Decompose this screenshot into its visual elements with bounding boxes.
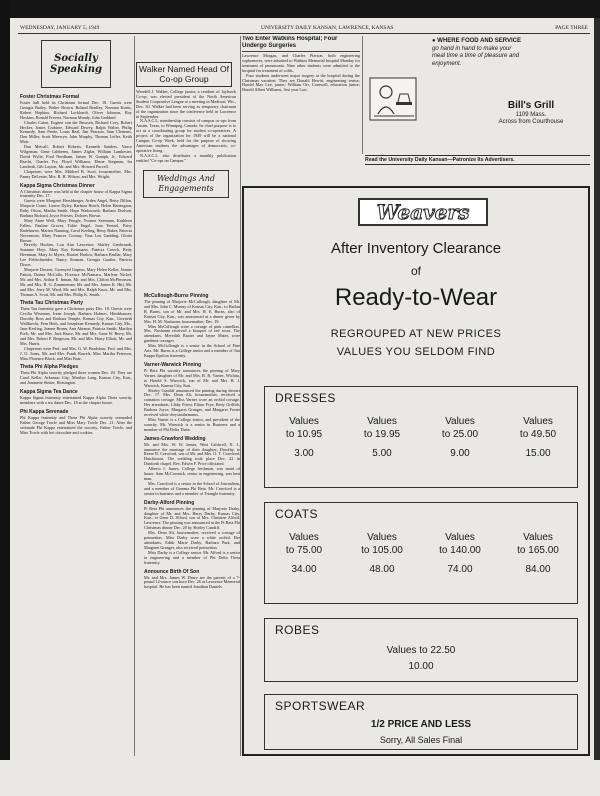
article-paragraph: Miss Varner is a College senior, and president of the sorority. Mr. Warwick is a senior in Business and a member of Phi Delta Theta.	[144, 416, 240, 432]
ad-headline: After Inventory Clearance	[330, 240, 502, 257]
regular-price: to 25.00	[441, 429, 479, 440]
social-heading-line1: Socially	[54, 53, 98, 64]
dresses-section	[264, 386, 578, 488]
walker-headline: Walker Named Head Of Co-op Group	[136, 62, 232, 87]
article-paragraph: Foster hall held its Christmas formal Dec. 18. Guests were Georgia Bailey, Walter Brown, Roland Bradley, Norman Kurtis, Robert Hopkins, Richard Lockhardt, Oliver Johnson, Roy Hoskins, Ronald Frevert, Norman Mundy, John Goddard.	[20, 100, 132, 120]
page-header	[20, 23, 588, 32]
robes-values: Values to 22.50	[386, 645, 456, 656]
social-articles	[20, 94, 132, 436]
article-paragraph: Shirley Cundiff announced the pinning during dessert Dec. 17. Mrs. Dean Alt, housemother, received a carnation corsage. Miss Varner wore an orchid corsage. Her attendants, Libby Friest, Elinor Frye, Betty Griffith, Barbara Joyce, Margaret Granger, and Margaret Foster received white chrysanthemums.	[144, 387, 240, 418]
article-heading: Theta Phi Alpha Pledges	[20, 364, 79, 371]
ad-values-line: VALUES YOU SELDOM FIND	[336, 346, 496, 358]
article-heading: Theta Tau Christmas Party	[20, 300, 83, 307]
weddings-heading	[143, 170, 229, 198]
ad-ready-to-wear: Ready-to-Wear	[334, 284, 498, 311]
price-group	[347, 531, 417, 576]
social-heading	[41, 40, 111, 88]
article-paragraph: Theta Tau fraternity gave a Christmas party Dec. 18. Guests were Cecilia Wisemen, Irene Joseph, Barbara Holmes, Hindshauser, Dorothy Ross and Barbara Temple, Kansas City, Kan., Gweneth Wallbrecht, Fern Hoth, and Josephine Kennedy, Kansas City, Mo., Jane Keeling, Jeanne Brunn, Ann Abrams, Patricia Smith, Marilyn Poch, Mr. and Mrs. Jack Bruce, Mr. and Mrs. Gene W. Berry, Mr. and Mrs. Robert P. Bergeson, Mr. and Mrs. Harry Elliott, Mr. and Mrs. Harris.	[20, 306, 132, 346]
ad-slogan	[432, 38, 597, 68]
price-group	[503, 415, 573, 460]
article-paragraph: Wendell J. Walker, College junior, a resident of Jayhawk Co-op, was elected president of the North American Student Cooperative League at a meeting in Madison, Wis., Dec. 30. Walker had been serving as temporary chairman of the organization since the conference held in Lawrence in September.	[136, 89, 236, 119]
walker-body	[136, 90, 236, 164]
article-paragraph: Lawrence Morgan, and Charles Pierson, both engineering sophomores, were admitted to Watkins Memorial hospital Monday for treatment of pneumonia. Nine other students were admitted to the hospital for treatment of colds.	[242, 53, 360, 73]
dresses-title: DRESSES	[275, 391, 336, 405]
ad-slogan-line4: enjoyment.	[432, 60, 462, 67]
robes-price: 10.00	[408, 661, 434, 672]
robes-title: ROBES	[275, 623, 320, 637]
weddings-column	[144, 290, 240, 755]
article-paragraph: Charles Caton, Eugene van der Brussen, Richard Cory, Robert Hecker, James Crabtree, Edward Dewey, Ralph Walter, Philip Kennedy, Sam Petrie, Louis Beal, Jim Pearson, Sam Clemons, Don Miller, Scott Meewyn, John Murphy, Thomas Leffer, Keith Mott.	[20, 119, 132, 145]
price-group	[503, 531, 573, 576]
article-paragraph: Mr. and Mrs. W. W. James, West Caldwell, N. J., announce the marriage of their daughter, Dorothy, to Reese B. Crawford, son of Mr. and Mrs. O. T. Crawford, Hutchinson. The wedding took place Dec. 22 in Danforth chapel. Rev. Edwin F. Price officiated.	[144, 441, 240, 467]
regular-price: to 75.00	[285, 545, 323, 556]
price-group	[425, 531, 495, 576]
social-column	[20, 36, 132, 756]
article-paragraph: Mary Anne Wolf, Mary Pringle, Yvonne Seemann, Kathleen Fallen, Pauline Grover, Tobie Engel, Joan Teetzel, Patsy Badehaven, Marion Nanning, Carol Keeling, Betsy Baker, Patricia Nevermore, Mary Frances Coonay, Vina Lou Gadding, Gloria Brown.	[20, 217, 132, 243]
ad-business-name: Bill's Grill	[507, 100, 555, 111]
coats-title: COATS	[275, 507, 318, 521]
values-label: Values	[289, 532, 319, 543]
article-paragraph: Marjorie Dossett, Gwenyed Gopton, Mary Helen Keller, Jeanne Pattott, Donna McCalla, Florence McNamara, Marlene Nickel, Mr. and Mrs. Arthur E. Inman, Mr. and Mrs. Clifton McPhearson, Mr. and Mrs. R. G. Zimmerman, Mr. and Mrs. James K. Hitt, Mr. and Mrs. Jerry M. Ward, Mr. and Mrs. Ralph Knox, Mr. and Mrs. Thomas A. Scott, Mr. and Mrs. Philip K. Smith.	[20, 267, 132, 297]
header-page: PAGE THREE	[555, 24, 588, 31]
values-label: Values	[523, 532, 553, 543]
regular-price: to 140.00	[439, 545, 481, 556]
watkins-article	[242, 36, 360, 176]
article-paragraph: Beverly Hoobes, Lou Ann Lawrence, Shirley Giesbrandt, Suzanne Hoyt, Mary Kay Kettmann, Patricia Creech, Betty Heenman, Mary Jo Myers, Harriet Harlow, Barbara Brullar, Mary Lee Feldschneider, Nancy Seaman, Georgia Gaulter, Patricia Dixon.	[20, 242, 132, 268]
walker-article	[136, 62, 236, 204]
values-label: Values	[367, 416, 397, 427]
column-rule	[134, 36, 135, 756]
weavers-ad	[242, 186, 590, 756]
article-paragraph: Mr. and Mrs. James W. Drury are the parents of a 7-pound 12-ounce son born Dec. 26 at Lawrence Memorial hospital. He has been named Jonathan Daniels.	[144, 574, 240, 590]
article-heading: Kappa Sigma Christmas Dinner	[20, 182, 95, 189]
watkins-body	[242, 54, 360, 93]
column-rule	[362, 36, 363, 154]
kansan-patronize-line: Read the University Daily Kansan—Patronize Its Advertisers.	[365, 155, 590, 165]
scan-top-edge	[0, 0, 600, 18]
article-paragraph: Pi Beta Phi announces the pinning of Marjorie Darby, daughter of Mr. and Mrs. Harry Darby, Kansas City, Kan., to Gene D. Alford, son of Mrs. Christine Alford, Lawrence. The pinning was announced at the Pi Beta Phi Christmas dinner Dec. 20 by Shirley Cundiff.	[144, 505, 240, 531]
sportswear-title: SPORTSWEAR	[275, 699, 366, 713]
header-rule	[18, 33, 590, 34]
header-paper: UNIVERSITY DAILY KANSAN, LAWRENCE, KANSAS	[261, 24, 394, 31]
coats-section	[264, 502, 578, 604]
article-paragraph: Four students underwent major surgery at the hospital during the Christmas vacation. They are Donald Hewitt, engineering senior; Harold Max Lee, junior; William Orr, Cornwell, education junior; Harold Albert Williams, first year Law.	[242, 72, 360, 93]
sportswear-deal: 1/2 PRICE AND LESS	[370, 719, 472, 730]
article-heading: Varner-Warwick Pinning	[144, 361, 202, 368]
bills-grill-ad	[432, 38, 592, 138]
column-rule	[240, 36, 241, 756]
dresses-prices	[265, 415, 577, 460]
article-heading: Foster Christmas Formal	[20, 94, 80, 100]
ad-slogan-line3: meal time a time of pleasure and	[432, 53, 520, 59]
article-paragraph: Theta Phi Alpha sorority pledged three women Dec. 20. They are Carol Keller, Arkansas City; Marilyn Lang, Kansas City, Kan., and Jeannette Stetter, Hoisington.	[20, 370, 132, 386]
values-label: Values	[367, 532, 397, 543]
ad-regroup: REGROUPED AT NEW PRICES	[330, 328, 502, 340]
ad-slogan-line1: ● WHERE FOOD AND SERVICE	[432, 38, 521, 44]
sale-price: 15.00	[525, 448, 551, 459]
values-label: Values	[523, 416, 553, 427]
regular-price: to 49.50	[519, 429, 557, 440]
final-sale-note: Sorry, All Sales Final	[379, 735, 463, 745]
article-paragraph: Chaperons were Mrs. Mildred B. Scott, housemother, Mrs. Fanny DeLester, Mrs. R. H. Wilson, and Mrs. Wright.	[20, 168, 132, 179]
ad-business	[466, 100, 596, 126]
ad-address: 1109 Mass.	[515, 112, 547, 118]
article-paragraph: A Christmas dinner was held at the chapter house of Kappa Sigma fraternity Dec. 17.	[20, 188, 132, 199]
ad-of: of	[410, 264, 421, 278]
article-paragraph: The pinning of Marjorie McCullough, daughter of Mr. and Mrs. John C. Murray of Kansas City, Kan., to Harlan R. Burns, son of Mr. and Mrs. H. E. Burns, also of Kansas City, Kan., was announced at a dinner given by Mrs. H. M. Nusbaum, housemother, Dec. 19.	[144, 299, 240, 324]
sale-price: 48.00	[369, 564, 395, 575]
wedding-articles	[144, 293, 240, 590]
sale-price: 5.00	[372, 448, 392, 459]
weddings-heading-line2: Engagements	[158, 183, 214, 193]
article-paragraph: N.A.S.C.L. also distributes a monthly publication entitled "Co-ops on Campus."	[136, 152, 236, 163]
price-group	[425, 415, 495, 460]
article-paragraph: Mrs. Crawford is a senior in the School of Journalism, and a member of Gamma Phi Beta. Mr. Crawford is a senior in business and a member of Triangle fraternity.	[144, 480, 240, 496]
weavers-logo: Weavers	[358, 198, 488, 226]
diner-illustration-icon	[368, 74, 418, 124]
article-paragraph: Dan Metcalf, Robert Roberts, Kenneth Sanders, Vance Wilgeman, Gene Cabbeens, James Ziglar, William Lamkester, David Wylie, Fred Needham, James W. Gumph, Jr., Edward Bracht, Charles Fry, Floyd Williams, Elmer Stegman, Ira Landreth, Gib Layton, Mr. and Mrs. Howard Purcell.	[20, 144, 132, 169]
sale-price: 74.00	[447, 564, 473, 575]
social-heading-line2: Speaking	[49, 64, 103, 75]
article-heading: Darby-Alford Pinning	[144, 499, 195, 506]
robes-section	[264, 618, 578, 682]
page-bottom-margin	[0, 760, 600, 796]
coats-prices	[265, 531, 577, 576]
ad-location: Across from Courthouse	[498, 119, 564, 125]
article-paragraph: Miss McCullough wore a corsage of pink camellias. Mrs. Nusbaum received a bouquet of red roses. The attendants, Meredith Baxter and Jayne Mater, wore gardenia corsages.	[144, 323, 240, 344]
price-group	[347, 415, 417, 460]
regular-price: to 165.00	[517, 545, 559, 556]
article-heading: McCullough-Burns Pinning	[144, 293, 209, 299]
article-paragraph: Alberta J. James, College freshman, was maid of honor. Sam McCormick, senior in engineering, was best man.	[144, 466, 240, 481]
header-date: WEDNESDAY, JANUARY 5, 1949	[20, 24, 100, 31]
scan-left-edge	[0, 0, 10, 796]
sportswear-section	[264, 694, 578, 750]
sale-price: 34.00	[291, 564, 317, 575]
article-heading: Announce Birth Of Son	[144, 568, 200, 575]
weddings-heading-line1: Weddings And	[156, 173, 216, 183]
article-heading: Kappa Sigma Tea Dance	[20, 389, 78, 396]
sale-price: 84.00	[525, 564, 551, 575]
article-paragraph: Pi Beta Phi sorority announces the pinning of Mary Varner, daughter of Mr. and Mrs. R. B. Varner, Wichita, to Harold S. Warwick, son of Mr. and Mrs. R. J. Warwick, Kansas City, Kan.	[144, 367, 240, 388]
article-paragraph: Guests were Margaret Hershberger, Arden Angel, Betsy Dillon, Marjorie Crane, Louise Dyley, Barbara Hutch, Helen Harrington, Ruby Olson, Martha Smith, Hope Wadsworth, Barbara Drolson, Barbara Richard, Joyce Friesen, Dolores Brown.	[20, 198, 132, 219]
sale-price: 9.00	[450, 448, 470, 459]
article-paragraph: N.A.S.C.L. membership consists of campus co-ops from Austin, Texas, to Winnipeg, Canada. Its chief purpose is to act as a coordinating group for student co-operatives. A project of the organization for 1949 will be a national Campus Co-op Week, held for the purpose of showing American students the advantages of democratic, co-operative living.	[136, 118, 236, 153]
article-paragraph: Miss McCullough is a senior in the School of Fine Arts. Mr. Burns is a College senior and a member of Tau Kappa Epsilon fraternity.	[144, 343, 240, 358]
article-paragraph: Chaperons were Prof. and Mrs. G. W. Bradshaw, Prof. and Mrs. J. O. Jones, Mr. and Mrs. Frank Bawels, Miss Martha Peterson, Miss Florence Black, and Miss Batz.	[20, 345, 132, 361]
article-heading: James-Crawford Wedding	[144, 435, 206, 442]
values-label: Values	[445, 416, 475, 427]
price-group	[269, 531, 339, 576]
article-paragraph: Miss Darby is a College senior. Mr. Alford is a senior in engineering and a member of Phi Delta Theta fraternity.	[144, 549, 240, 565]
article-heading: Phi Kappa Serenade	[20, 408, 69, 415]
article-paragraph: Mrs. Dean Alt, housemother, received a corsage of poinsettias. Miss Darby wore a white orchid. Her attendants, Edith Marie Darby, Barbara Park, and Margaret Granger, also received poinsettias.	[144, 530, 240, 550]
ad-slogan-line2: go hand in hand to make your	[432, 45, 512, 52]
values-label: Values	[445, 532, 475, 543]
article-paragraph: Phi Kappa fraternity and Theta Phi Alpha sorority serenaded Father George Towle and Miss Mary Towle Dec. 21. After the serenade Phi Kappa entertained the sorority, Father Towle, and Miss Towle with hot chocolate and cookies.	[20, 414, 132, 435]
regular-price: to 10.95	[285, 429, 323, 440]
watkins-headline: Two Enter Watkins Hospital; Four Undergo Surgeries	[242, 36, 360, 52]
sale-price: 3.00	[294, 448, 314, 459]
regular-price: to 105.00	[361, 545, 403, 556]
price-group	[269, 415, 339, 460]
article-paragraph: Kappa Sigma fraternity entertained Kappa Alpha Theta sorority members with a tea dance Dec. 18 at the chapter house.	[20, 395, 132, 406]
values-label: Values	[289, 416, 319, 427]
regular-price: to 19.95	[363, 429, 401, 440]
